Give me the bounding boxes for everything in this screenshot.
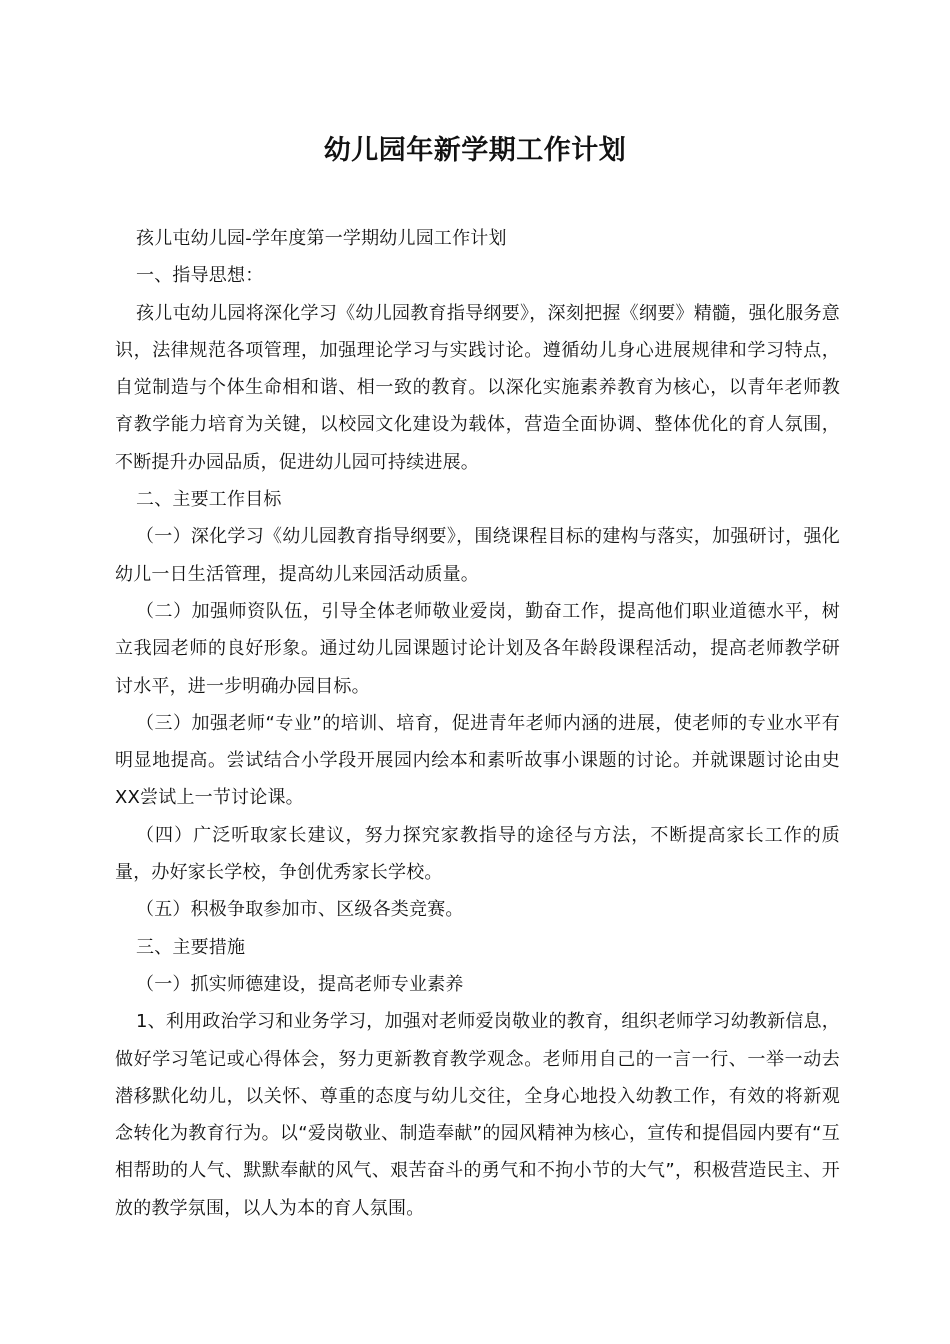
measure-paragraph-1: 1、利用政治学习和业务学习，加强对老师爱岗敬业的教育，组织老师学习幼教新信息，做好学习笔记或心得体会，努力更新教育教学观念。老师用自己的一言一行、一举一动去潜移默化幼儿，以关怀、尊重的态度与幼儿交往，全身心地投入幼教工作，有效的将新观念转化为教育行为。以“爱岗敬业、制造奉献”的园风精神为核心，宣传和提倡园内要有“互相帮助的人气、默默奉献的风气、艰苦奋斗的勇气和不拘小节的大气”，积极营造民主、开放的教学氛围，以人为本的育人氛围。 [115, 1011, 840, 1219]
heading-guiding-ideology: 一、指导思想： [136, 265, 264, 287]
document-title: 幼儿园年新学期工作计划 [323, 135, 627, 166]
heading-main-measures: 三、主要措施 [136, 936, 246, 958]
measure-subheading-1: （一）抓实师德建设，提高老师专业素养 [136, 973, 464, 995]
paragraph-guiding-ideology: 孩儿屯幼儿园将深化学习《幼儿园教育指导纲要》，深刻把握《纲要》精髓，强化服务意识，法律规范各项管理，加强理论学习与实践讨论。遵循幼儿身心进展规律和学习特点，自觉制造与个体生命相和谐、相一致的教育。以深化实施素养教育为核心，以青年老师教育教学能力培育为关键，以校园文化建设为载体，营造全面协调、整体优化的育人氛围，不断提升办园品质，促进幼儿园可持续进展。 [115, 302, 840, 473]
document-body [115, 220, 840, 1227]
goal-item-2: （二）加强师资队伍，引导全体老师敬业爱岗，勤奋工作，提高他们职业道德水平，树立我园老师的良好形象。通过幼儿园课题讨论计划及各年龄段课程活动，提高老师教学研讨水平，进一步明确办园目标。 [115, 600, 840, 697]
goal-item-4: （四）广泛听取家长建议，努力探究家教指导的途径与方法，不断提高家长工作的质量，办好家长学校，争创优秀家长学校。 [115, 824, 840, 884]
paragraph-subtitle: 孩儿屯幼儿园-学年度第一学期幼儿园工作计划 [136, 228, 507, 249]
heading-main-goals: 二、主要工作目标 [136, 489, 282, 511]
goal-item-3: （三）加强老师“专业”的培训、培育，促进青年老师内涵的进展，使老师的专业水平有明显地提高。尝试结合小学段开展园内绘本和素听故事小课题的讨论。并就课题讨论由史XX尝试上一节讨论课。 [115, 712, 840, 809]
goal-item-1: （一）深化学习《幼儿园教育指导纲要》，围绕课程目标的建构与落实，加强研讨，强化幼儿一日生活管理，提高幼儿来园活动质量。 [115, 526, 840, 585]
goal-item-5: （五）积极争取参加市、区级各类竞赛。 [136, 899, 464, 921]
